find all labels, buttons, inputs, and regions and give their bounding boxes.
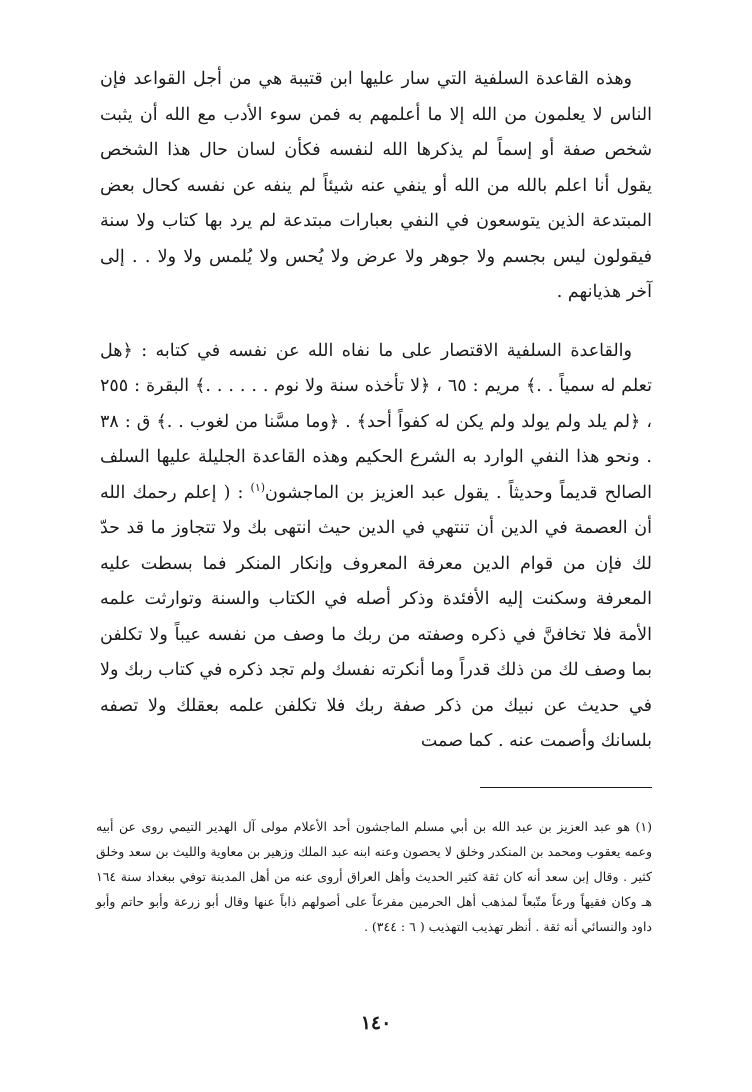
footnote: (١) هو عبد العزيز بن عبد الله بن أبي مسلم الماجشون أحد الأعلام مولى آل الهدير التيمي روى عن أبيه وعمه يعقوب ومحمد بن المنكدر وخلق لا يحصون وعنه ابنه عبد الملك وزهير بن معاوية والليث بن سعد وخلق كثير . وقال إبن سعد أنه كان ثقة كثير الحديث وأهل العراق أروى عنه من أهل المدينة توفي ببغداد سنة ١٦٤ هـ وكان فقيهاً ورعاً متّبعاً لمذهب أهل الحرمين مفرعاً على أصولهم ذاباً عنها وقال أبو زرعة وأبو حاتم وأبو داود والنسائي أنه ثقة . أنظر تهذيب التهذيب ( ٦ : ٣٤٤) . bbox=[96, 819, 652, 934]
page-number: ١٤٠ bbox=[360, 1012, 392, 1034]
paragraph-2-part-1: والقاعدة السلفية الاقتصار على ما نفاه الله عن نفسه في كتابه : ﴿هل تعلم له سمياً . .﴾ مريم : ٦٥ ، ﴿لا تأخذه سنة ولا نوم . . . . . .﴾ البقرة : ٢٥٥ ، ﴿لم يلد ولم يولد ولم يكن له كفواً أحد﴾ . ﴿وما مسَّنا من لغوب . .﴾ ق : ٣٨ . ونحو هذا النفي الوارد به الشرع الحكيم وهذه القاعدة الجليلة عليها السلف الصالح قديماً وحديثاً . يقول عبد العزيز بن الماجشون bbox=[100, 340, 652, 503]
paragraph-2-part-2: : ( إعلم رحمك الله أن العصمة في الدين أن تنتهي في الدين حيث انتهى بك ولا تتجاوز ما قد حدّ لك فإن من قوام الدين معرفة المعروف وإنكار المنكر فما بسطت عليه المعرفة وسكنت إليه الأفئدة وذكر أصله في الكتاب والسنة وتوارثت علمه الأمة فلا تخافنَّ في ذكره وصفته من ربك ما وصف من نفسه عيباً ولا تكلفن بما وصف لك من ذلك قدراً وما أنكرته نفسك ولم تجد ذكره في كتاب ربك ولا في حديث عن نبيك من ذكر صفة ربك فلا تكلفن علمه بعقلك ولا تصفه بلسانك وأصمت عنه . كما صمت bbox=[100, 482, 652, 751]
footnote-divider bbox=[480, 787, 652, 788]
paragraph-2 bbox=[100, 334, 652, 760]
footnote-reference: (١) bbox=[250, 480, 266, 494]
page-body bbox=[100, 62, 652, 760]
paragraph-1: وهذه القاعدة السلفية التي سار عليها ابن قتيبة هي من أجل القواعد فإن الناس لا يعلمون من الله إلا ما أعلمهم به فمن سوء الأدب مع الله أن يثبت شخص صفة أو إسماً لم يذكرها الله لنفسه فكأن لسان حال هذا الشخص يقول أنا اعلم بالله من الله أو ينفي عنه شيئاً لم ينفه عن نفسه كحال بعض المبتدعة الذين يتوسعون في النفي بعبارات مبتدعة لم يرد بها كتاب ولا سنة فيقولون ليس بجسم ولا جوهر ولا عرض ولا يُحس ولا يُلمس ولا ولا . . إلى آخر هذيانهم . bbox=[100, 69, 652, 302]
